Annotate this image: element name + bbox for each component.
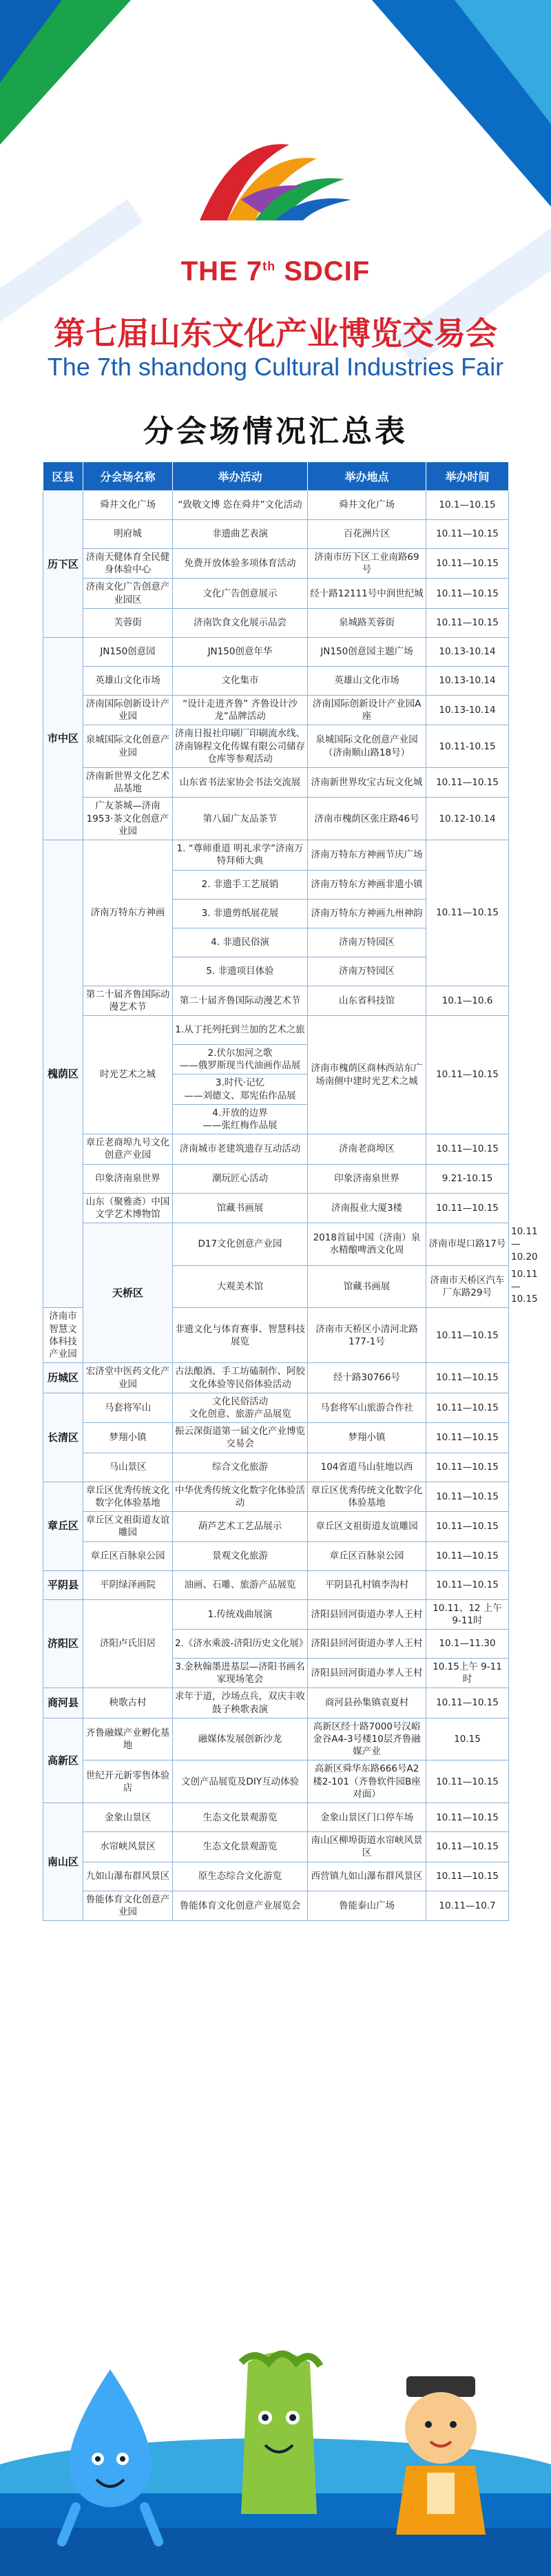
table-cell: 鲁能泰山广场 [308,1891,426,1920]
table-cell: 济南报业大厦3楼 [308,1193,426,1223]
district-cell: 济阳区 [43,1599,83,1688]
district-cell: 历下区 [43,491,83,638]
fair-logo-icon [186,117,365,255]
table-cell: 章丘区百脉泉公园 [83,1541,173,1570]
table-cell: 济南新世界玫宝古玩文化城 [308,767,426,797]
table-cell: 水帘峡风景区 [83,1832,173,1862]
header-time: 举办时间 [426,462,509,491]
table-cell: 经十路12111号中润世纪城 [308,579,426,608]
table-cell: 1.传统戏曲展演 [173,1599,308,1629]
table-cell: 平阴县孔村镇李沟村 [308,1570,426,1599]
table-cell: 第二十届齐鲁国际动漫艺术节 [83,986,173,1015]
table-cell: 10.11—10.15 [426,1832,509,1862]
venue-table [43,461,538,1921]
table-cell: JN150创意园主题广场 [308,637,426,666]
table-cell: 齐鲁融媒产业孵化基地 [83,1718,173,1760]
table-cell: 明府城 [83,520,173,549]
table-cell: 舜井文化广场 [83,491,173,520]
table-cell: 原生态综合文化游览 [173,1862,308,1891]
table-cell: 葫芦艺术工艺品展示 [173,1512,308,1541]
table-cell: 10.15上午 9-11时 [426,1658,509,1687]
table-cell: 104省道马山驻地以西 [308,1453,426,1482]
table-row [43,725,509,768]
table-cell: 鲁能体育文化创意产业园 [83,1891,173,1920]
table-row [43,1482,509,1511]
table-cell: 10.11—10.15 [426,1570,509,1599]
table-cell: 10.11、12 上午9-11时 [426,1599,509,1629]
table-row [43,520,509,549]
district-cell: 历城区 [43,1363,83,1393]
table-row [43,1363,509,1393]
table-cell: 4. 非遗民俗演 [173,928,308,957]
table-cell: 济南饮食文化展示品尝 [173,608,308,637]
table-row [43,1164,509,1193]
table-cell: 1.从丁托列托到兰加的艺术之旅 [173,1015,308,1044]
table-row [43,1015,509,1044]
mascot-mountain-icon [220,2342,337,2548]
table-cell: 济阳县回河街道办孝人王村 [308,1658,426,1687]
table-row [43,1134,509,1164]
table-cell: 2.伏尔加河之歌 ——俄罗斯现当代油画作品展 [173,1044,308,1074]
corner-decoration-right-inner [455,0,551,124]
table-row [43,637,509,666]
table-row [43,549,509,579]
table-cell: 经十路30766号 [308,1363,426,1393]
table-cell: 10.13-10.14 [426,666,509,695]
table-cell: 3. 非遗剪纸展花展 [173,899,308,928]
table-row [43,1832,509,1862]
table-cell: 济南市历下区工业南路69号 [308,549,426,579]
table-cell: 生态文化景观游览 [173,1832,308,1862]
table-cell: 生态文化景观游览 [173,1803,308,1832]
table-cell: JN150创意年华 [173,637,308,666]
table-cell: 10.13-10.14 [426,695,509,725]
table-cell: 4.开放的边界 ——张红梅作品展 [173,1104,308,1134]
table-cell: 金象山景区 [83,1803,173,1832]
table-cell: 山东省书法家协会书法交流展 [173,767,308,797]
venue-table-wrapper [43,461,538,1921]
table-cell: 济阳卢氏旧居 [83,1599,173,1688]
table-row [43,1760,509,1803]
table-cell: 泉城国际文化创意产业园（济南顺山路18号） [308,725,426,768]
table-cell: 潮玩匠心活动 [173,1164,308,1193]
table-cell: 文创产品展览及DIY互动体验 [173,1760,308,1803]
header-activity: 举办活动 [173,462,308,491]
table-row [43,767,509,797]
corner-decoration-left-inner [0,0,62,83]
district-cell: 平阴县 [43,1570,83,1599]
table-cell: 1. “尊师重道 明礼求学”济南万特拜师大典 [173,840,308,870]
table-row [43,1512,509,1541]
district-cell: 长清区 [43,1393,83,1482]
table-cell: 章丘区百脉泉公园 [308,1541,426,1570]
table-cell: “致敬文博 恣在舜井”文化活动 [173,491,308,520]
table-cell: 商河县孙集镇袁夏村 [308,1688,426,1718]
table-cell: 10.11—10.15 [426,1015,509,1134]
table-row [43,1718,509,1760]
table-cell: 梦翔小镇 [83,1423,173,1453]
table-cell: 10.11—10.15 [426,520,509,549]
table-cell: 印象济南泉世界 [83,1164,173,1193]
table-row [43,1453,509,1482]
table-cell: 章丘区优秀传统文化数字化体验基地 [83,1482,173,1511]
table-cell: 济南天健体育全民健身体验中心 [83,549,173,579]
table-cell: 非遗文化与体育赛事、智慧科技展览 [173,1308,308,1363]
header-location: 举办地点 [308,462,426,491]
table-cell: 济南国际创新设计产业园 [83,695,173,725]
district-cell: 槐荫区 [43,840,83,1308]
district-cell: 商河县 [43,1688,83,1718]
table-cell: 文化广告创意展示 [173,579,308,608]
table-cell: 秧歌古村 [83,1688,173,1718]
table-cell: 10.15 [426,1718,509,1760]
table-cell: 济南万特东方神画节庆广场 [308,840,426,870]
table-row [43,1393,509,1422]
table-cell: 2. 非遗手工艺展销 [173,870,308,899]
table-cell: 综合文化旅游 [173,1453,308,1482]
table-cell: 芙蓉街 [83,608,173,637]
table-cell: 章丘区优秀传统文化数字化体验基地 [308,1482,426,1511]
table-cell: 10.11—10.15 [426,1760,509,1803]
table-row: 大观美术馆 馆藏书画展 济南市天桥区汽车厂东路29号 10.11—10.15 [43,1265,509,1308]
table-row [43,491,509,520]
table-cell: 9.21-10.15 [426,1164,509,1193]
table-cell: 非遗曲艺表演 [173,520,308,549]
table-cell: 振云深街道第一届文化产业博览交易会 [173,1423,308,1453]
table-cell: “设计走进齐鲁” 齐鲁设计沙龙”品牌活动 [173,695,308,725]
mascot-water-icon [48,2362,172,2548]
table-row [43,1862,509,1891]
table-cell: 高新区经十路7000号汉峪金谷A4-3号楼10层齐鲁融媒产业 [308,1718,426,1760]
table-cell: 宏济堂中医药文化产业园 [83,1363,173,1393]
table-row [43,666,509,695]
table-cell: 文化集市 [173,666,308,695]
table-cell: D17文化创意产业园 [173,1223,308,1266]
header-district: 区县 [43,462,83,491]
table-header-row [43,462,509,491]
table-cell: 10.11—10.15 [426,1803,509,1832]
table-body [43,491,538,1921]
table-cell: 10.11—10.15 [426,1862,509,1891]
table-row [43,986,509,1015]
table-cell: 山东省科技馆 [308,986,426,1015]
district-cell: 天桥区 [83,1223,173,1363]
table-cell: 10.11—10.15 [426,1453,509,1482]
table-cell: 10.11—10.15 [426,1482,509,1511]
table-cell: 10.11—10.15 [426,608,509,637]
table-cell: 世纪开元新零售体验店 [83,1760,173,1803]
table-cell: 济南市天桥区汽车厂东路29号 [426,1265,509,1308]
table-cell: 马山景区 [83,1453,173,1482]
table-cell: 第二十届齐鲁国际动漫艺术节 [173,986,308,1015]
table-cell: 10.11—10.7 [426,1891,509,1920]
table-cell: 10.11—10.15 [426,1193,509,1223]
table-cell: 济南万特园区 [308,957,426,986]
table-cell: 10.11—10.15 [426,1512,509,1541]
table-row [43,1803,509,1832]
district-cell: 高新区 [43,1718,83,1803]
district-cell: 市中区 [43,637,83,840]
table-cell: 10.11—10.15 [426,1541,509,1570]
table-cell: 章丘老商埠九号文化创意产业园 [83,1134,173,1164]
table-cell: 舜井文化广场 [308,491,426,520]
table-cell: 鲁能体育文化创意产业展览会 [173,1891,308,1920]
table-cell: 10.11-10.15 [426,725,509,768]
table-cell: 求年于道，沙场点兵，双庆丰收鼓子秧歌表演 [173,1688,308,1718]
table-cell: JN150创意园 [83,637,173,666]
table-row [43,1570,509,1599]
table-cell: 10.1—11.30 [426,1629,509,1658]
table-cell: 大观美术馆 [173,1265,308,1308]
table-cell: 济南市智慧文体科技产业园 [43,1308,83,1363]
table-cell: 2018首届中国（济南）泉水精酿啤酒文化周 [308,1223,426,1266]
table-cell: 济南市槐荫区张庄路46号 [308,798,426,840]
table-cell: 3.金秋翰墨进基层—济阳书画名家现场笔会 [173,1658,308,1687]
table-cell: 济阳县回河街道办孝人王村 [308,1599,426,1629]
table-row [43,1423,509,1453]
table-cell: 古法酿酒、手工坊磕制作、阿胶文化体验等民俗体验活动 [173,1363,308,1393]
table-cell: 泉城路芙蓉街 [308,608,426,637]
table-cell: 10.11—10.15 [426,767,509,797]
logo-title: THE 7th SDCIF [180,256,371,287]
table-cell: 百花洲片区 [308,520,426,549]
table-cell: 油画、石雕、旅游产品展览 [173,1570,308,1599]
table-cell: 济南市堤口路17号 [426,1223,509,1266]
table-row [43,1891,509,1920]
table-cell: 10.11—10.15 [426,1363,509,1393]
title-english: The 7th shandong Cultural Industries Fair [47,353,504,381]
district-cell: 章丘区 [43,1482,83,1570]
table-cell: 2.《济水乘波-济阳历史文化展》 [173,1629,308,1658]
table-cell: 10.11—10.15 [426,1688,509,1718]
table-cell: 平阴绿泽画院 [83,1570,173,1599]
table-cell: 印象济南泉世界 [308,1164,426,1193]
table-cell: 10.11—10.15 [426,1308,509,1363]
table-cell: 中华优秀传统文化数字化体验活动 [173,1482,308,1511]
table-cell: 10.11—10.15 [426,579,509,608]
district-cell: 南山区 [43,1803,83,1921]
header-venue: 分会场名称 [83,462,173,491]
table-cell: 10.11—10.15 [426,840,509,986]
mascot-scholar-icon [379,2369,503,2548]
table-cell: 济南新世界文化艺术品基地 [83,767,173,797]
table-cell: 济南万特东方神画九州神韵 [308,899,426,928]
table-cell: 第八届广友品茶节 [173,798,308,840]
table-row [43,1599,509,1629]
table-cell: 馆藏书画展 [173,1193,308,1223]
table-row: 天桥区 D17文化创意产业园 2018首届中国（济南）泉水精酿啤酒文化周 济南市堤口路17号 10.11—10.20 [43,1223,509,1266]
table-cell: 济南国际创新设计产业园A座 [308,695,426,725]
table-cell: 济南万特东方神画非遗小镇 [308,870,426,899]
table-cell: 梦翔小镇 [308,1423,426,1453]
table-cell: 景观文化旅游 [173,1541,308,1570]
table-row [43,1688,509,1718]
table-cell: 英雄山文化市场 [308,666,426,695]
table-cell: 西营镇九如山瀑布群风景区 [308,1862,426,1891]
table-cell: 免费开放体验多项体育活动 [173,549,308,579]
footer-decoration [0,2335,551,2576]
table-row [43,695,509,725]
table-cell: 济南万特园区 [308,928,426,957]
table-cell: 文化民俗活动 文化创意、旅游产品展览 [173,1393,308,1422]
table-cell: 时光艺术之城 [83,1015,173,1134]
table-cell: 3.时代·记忆 ——刘德文、郑宪佑作品展 [173,1074,308,1104]
table-row [43,579,509,608]
table-cell: 济南万特东方神画 [83,840,173,986]
table-row [43,1193,509,1223]
table-cell: 10.12-10.14 [426,798,509,840]
table-cell: 济南文化广告创意产业园区 [83,579,173,608]
table-cell: 济南市槐荫区商林西站东广场南侧中建时光艺术之城 [308,1015,426,1134]
table-row [43,840,509,870]
table-cell: 5. 非遗项目体验 [173,957,308,986]
table-cell: 融媒体发展创新沙龙 [173,1718,308,1760]
table-cell: 章丘区文祖街道友谊雕园 [308,1512,426,1541]
table-cell: 泉城国际文化创意产业园 [83,725,173,768]
table-cell: 高新区舜华东路666号A2楼2-101（齐鲁软件园B座对面） [308,1760,426,1803]
table-row [43,798,509,840]
table-cell: 南山区柳埠街道水帘峡风景区 [308,1832,426,1862]
table-cell: 马套将军山 [83,1393,173,1422]
table-cell: 济阳县回河街道办孝人王村 [308,1629,426,1658]
table-cell: 金象山景区门口停车场 [308,1803,426,1832]
table-cell: 九如山瀑布群风景区 [83,1862,173,1891]
table-cell: 10.1—10.6 [426,986,509,1015]
table-cell: 章丘区文祖街道友谊雕园 [83,1512,173,1541]
table-cell: 10.11—10.15 [426,1393,509,1422]
table-cell: 10.13-10.14 [426,637,509,666]
table-cell: 10.11—10.15 [426,1134,509,1164]
summary-title: 分会场情况汇总表 [143,414,408,449]
table-cell: 10.1—10.15 [426,491,509,520]
table-cell: 广友茶城—济南1953·茶文化创意产业园 [83,798,173,840]
table-cell: 10.11—10.15 [426,549,509,579]
table-cell: 馆藏书画展 [308,1265,426,1308]
table-row [43,608,509,637]
table-row [43,1541,509,1570]
table-cell: 马套将军山旅游合作社 [308,1393,426,1422]
title-chinese: 第七届山东文化产业博览交易会 [54,315,497,352]
table-cell: 济南老商埠区 [308,1134,426,1164]
table-cell: 济南城市老建筑遗存互动活动 [173,1134,308,1164]
table-cell: 济南日报社印刷厂印刷流水线、济南锦程文化传媒有限公司储存仓库等参观活动 [173,725,308,768]
table-cell: 济南市天桥区小清河北路177-1号 [308,1308,426,1363]
table-cell: 英雄山文化市场 [83,666,173,695]
table-cell: 10.11—10.15 [426,1423,509,1453]
table-cell: 山东（聚雅斋）中国文学艺术博物馆 [83,1193,173,1223]
